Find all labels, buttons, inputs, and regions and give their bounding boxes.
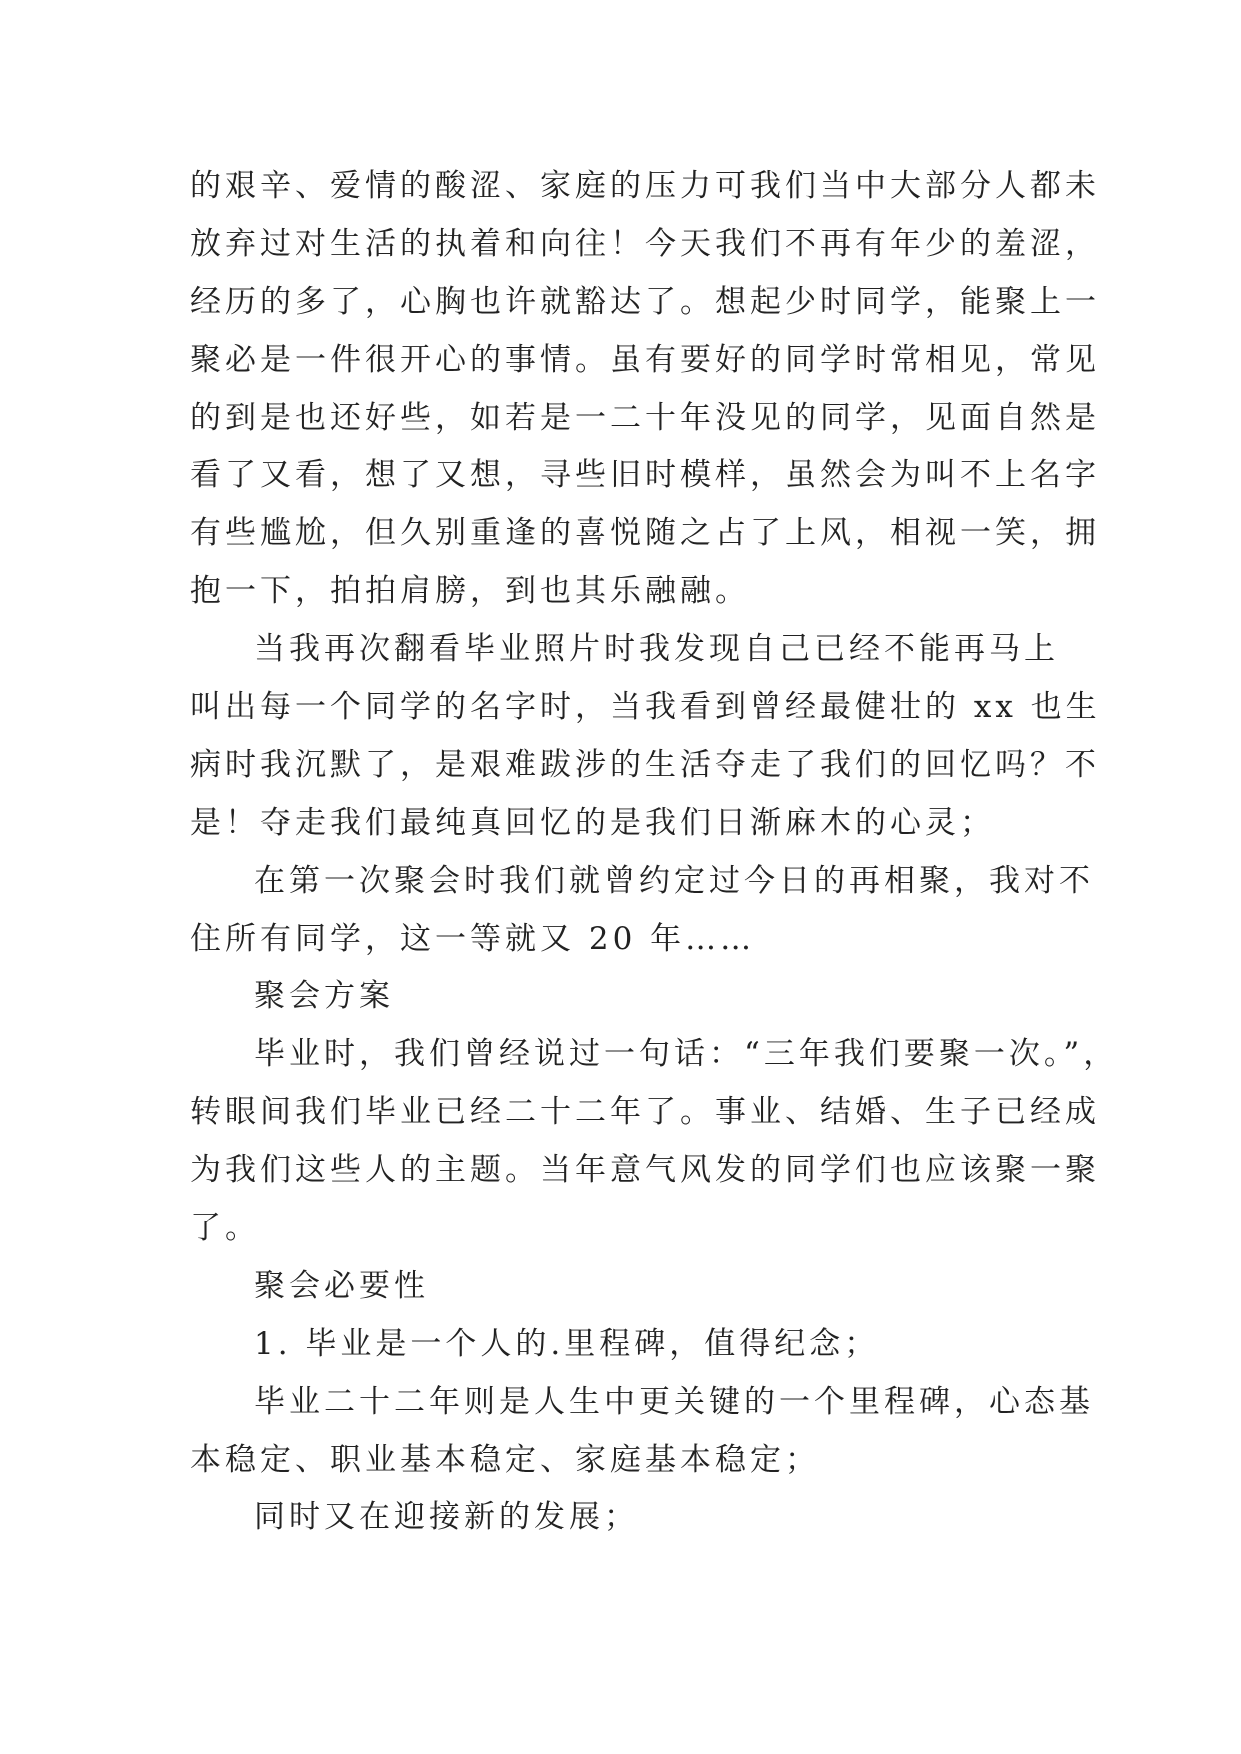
text-line: 为我们这些人的主题。当年意气风发的同学们也应该聚一聚: [190, 1152, 1100, 1189]
text-line: 转眼间我们毕业已经二十二年了。事业、结婚、生子已经成: [190, 1094, 1100, 1131]
text-line: 的到是也还好些，如若是一二十年没见的同学，见面自然是: [190, 399, 1100, 436]
text-line: 抱一下，拍拍肩膀，到也其乐融融。: [190, 573, 750, 610]
text-line: 聚必是一件很开心的事情。虽有要好的同学时常相见，常见: [190, 341, 1100, 378]
section-heading: 聚会方案: [254, 978, 394, 1015]
section-heading: 聚会必要性: [254, 1267, 429, 1304]
text-line: 放弃过对生活的执着和向往！今天我们不再有年少的羞涩，: [190, 225, 1100, 262]
paragraph-start-line: 毕业二十二年则是人生中更关键的一个里程碑，心态基: [254, 1383, 1094, 1420]
text-line: 的艰辛、爱情的酸涩、家庭的压力可我们当中大部分人都未: [190, 168, 1100, 204]
text-line: 经历的多了，心胸也许就豁达了。想起少时同学，能聚上一: [190, 283, 1100, 320]
body-text: [190, 158, 1119, 1547]
text-line: 是！夺走我们最纯真回忆的是我们日渐麻木的心灵；: [190, 804, 995, 841]
text-line: 病时我沉默了，是艰难跋涉的生活夺走了我们的回忆吗？不: [190, 746, 1100, 783]
paragraph-start-line: 毕业时，我们曾经说过一句话：“三年我们要聚一次。”，: [254, 1036, 1119, 1073]
text-line: 叫出每一个同学的名字时，当我看到曾经最健壮的 xx 也生: [190, 689, 1101, 726]
text-line: 看了又看，想了又想，寻些旧时模样，虽然会为叫不上名字: [190, 457, 1100, 494]
text-line: 住所有同学，这一等就又 20 年……: [190, 920, 756, 957]
paragraph-start-line: 在第一次聚会时我们就曾约定过今日的再相聚，我对不: [254, 862, 1094, 899]
paragraph-start-line: 当我再次翻看毕业照片时我发现自己已经不能再马上: [254, 631, 1059, 668]
text-line: 了。: [190, 1210, 260, 1247]
list-item: 1. 毕业是一个人的.里程碑，值得纪念；: [254, 1325, 880, 1362]
text-line: 本稳定、职业基本稳定、家庭基本稳定；: [190, 1441, 820, 1478]
text-line: 有些尴尬，但久别重逢的喜悦随之占了上风，相视一笑，拥: [190, 515, 1100, 552]
paragraph-start-line: 同时又在迎接新的发展；: [254, 1499, 639, 1536]
